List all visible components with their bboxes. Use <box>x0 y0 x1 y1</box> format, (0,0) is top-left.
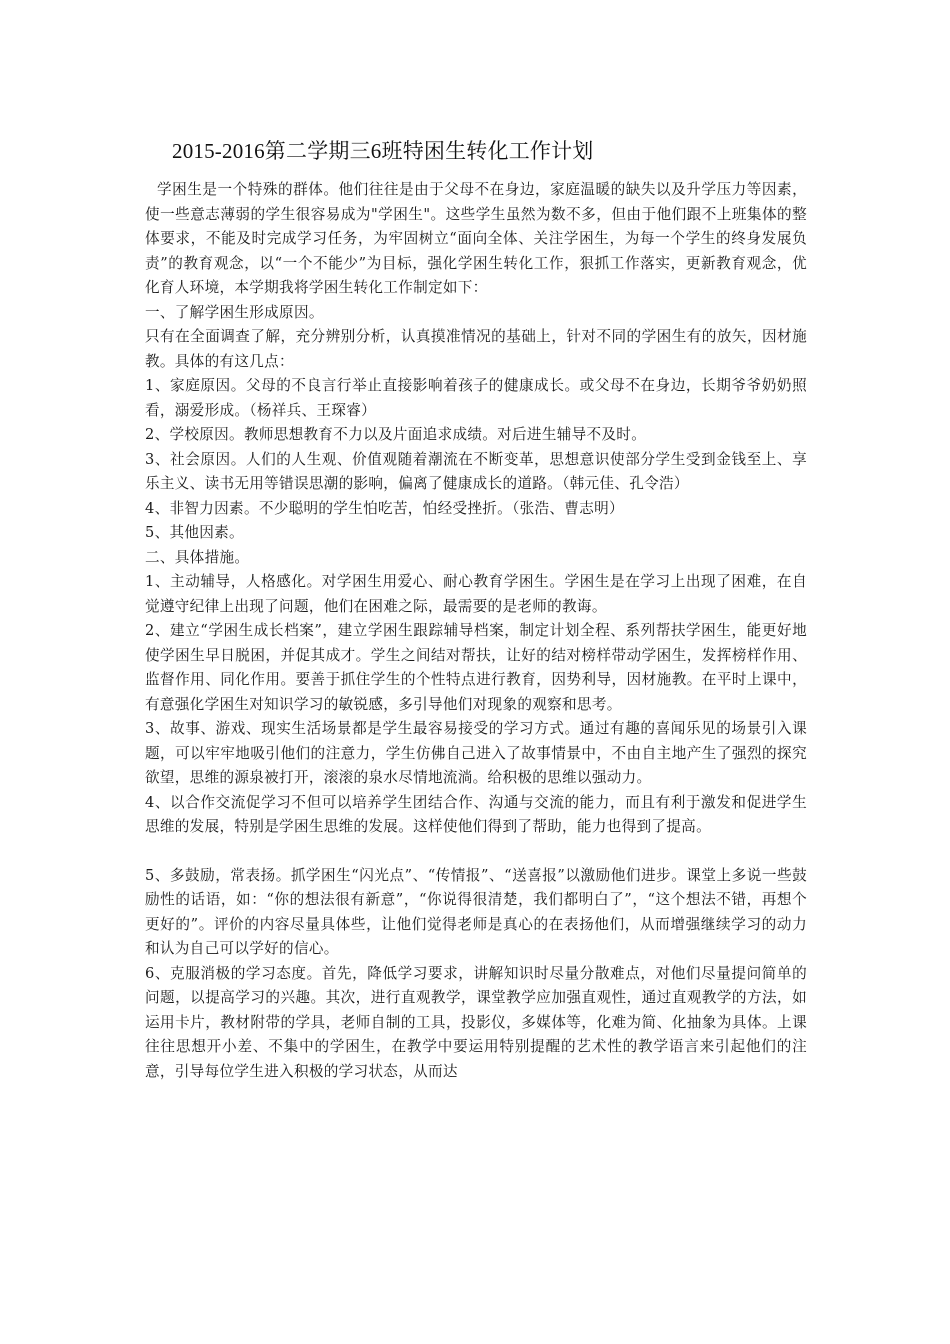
section-heading-measures: 二、具体措施。 <box>145 548 250 566</box>
list-item-measure-2: 2、建立“学困生成长档案”，建立学困生跟踪辅导档案，制定计划全程、系列帮扶学困生，能更好地使学困生早日脱困，并促其成才。学生之间结对帮扶，让好的结对榜样带动学困生，发挥榜样作用、监督作用、同化作用。要善于抓住学生的个性特点进行教育，因势利导，因材施教。在平时上课中，有意强化学困生对知识学习的敏锐感，多引导他们对现象的观察和思考。 <box>145 622 807 713</box>
list-item-family: 1、家庭原因。父母的不良言行举止直接影响着孩子的健康成长。或父母不在身边，长期爷爷奶奶照看，溺爱形成。（杨祥兵、王琛睿） <box>145 377 807 419</box>
list-item-measure-3: 3、故事、游戏、现实生活场景都是学生最容易接受的学习方式。通过有趣的喜闻乐见的场景引入课题，可以牢牢地吸引他们的注意力，学生仿佛自己进入了故事情景中，不由自主地产生了强烈的探究欲望，思维的源泉被打开，滚滚的泉水尽情地流淌。给积极的思维以强动力。 <box>145 720 807 786</box>
list-item-school: 2、学校原因。教师思想教育不力以及片面追求成绩。对后进生辅导不及时。 <box>145 426 647 443</box>
list-item-other: 5、其他因素。 <box>145 524 244 541</box>
document-title: 2015-2016第二学期三6班特困生转化工作计划 <box>172 139 594 163</box>
paragraph-intro: 学困生是一个特殊的群体。他们往往是由于父母不在身边，家庭温暖的缺失以及升学压力等因素，使一些意志薄弱的学生很容易成为"学困生"。这些学生虽然为数不多，但由于他们跟不上班集体的整体要求，不能及时完成学习任务，为牢固树立“面向全体、关注学困生，为每一个学生的终身发展负责”的教育观念，以“一个不能少”为目标，强化学困生转化工作，狠抓工作落实，更新教育观念，优化育人环境，本学期我将学困生转化工作制定如下： <box>145 181 807 296</box>
list-item-measure-4: 4、以合作交流促学习不但可以培养学生团结合作、沟通与交流的能力，而且有利于激发和促进学生思维的发展，特别是学困生思维的发展。这样使他们得到了帮助，能力也得到了提高。 <box>145 793 807 835</box>
document-body <box>145 178 807 1084</box>
paragraph-causes-intro: 只有在全面调查了解，充分辨别分析，认真摸准情况的基础上，针对不同的学困生有的放矢，因材施教。具体的有这几点： <box>145 328 807 370</box>
list-item-society: 3、社会原因。人们的人生观、价值观随着潮流在不断变革，思想意识使部分学生受到金钱至上、享乐主义、读书无用等错误思潮的影响，偏离了健康成长的道路。（韩元佳、孔令浩） <box>145 450 807 492</box>
section-heading-causes: 一、了解学困生形成原因。 <box>145 303 324 321</box>
list-item-measure-1: 1、主动辅导，人格感化。对学困生用爱心、耐心教育学困生。学困生是在学习上出现了困难，在自觉遵守纪律上出现了问题，他们在困难之际，最需要的是老师的教诲。 <box>145 573 807 615</box>
list-item-non-intelligence: 4、非智力因素。不少聪明的学生怕吃苦，怕经受挫折。（张浩、曹志明） <box>145 499 624 517</box>
list-item-measure-5: 5、多鼓励，常表扬。抓学困生“闪光点”、“传情报”、“送喜报”以激励他们进步。课堂上多说一些鼓励性的话语，如：“你的想法很有新意”，“你说得很清楚，我们都明白了”，“这个想法不错，再想个更好的”。评价的内容尽量具体些，让他们觉得老师是真心的在表扬他们，从而增强继续学习的动力和认为自己可以学好的信心。 <box>145 866 807 957</box>
list-item-measure-6: 6、克服消极的学习态度。首先，降低学习要求，讲解知识时尽量分散难点，对他们尽量提问简单的问题，以提高学习的兴趣。其次，进行直观教学，课堂教学应加强直观性，通过直观教学的方法，如运用卡片，教材附带的学具，老师自制的工具，投影仪，多媒体等，化难为简、化抽象为具体。上课往往思想开小差、不集中的学困生，在教学中要运用特别提醒的艺术性的教学语言来引起他们的注意，引导每位学生进入积极的学习状态，从而达 <box>145 964 807 1080</box>
